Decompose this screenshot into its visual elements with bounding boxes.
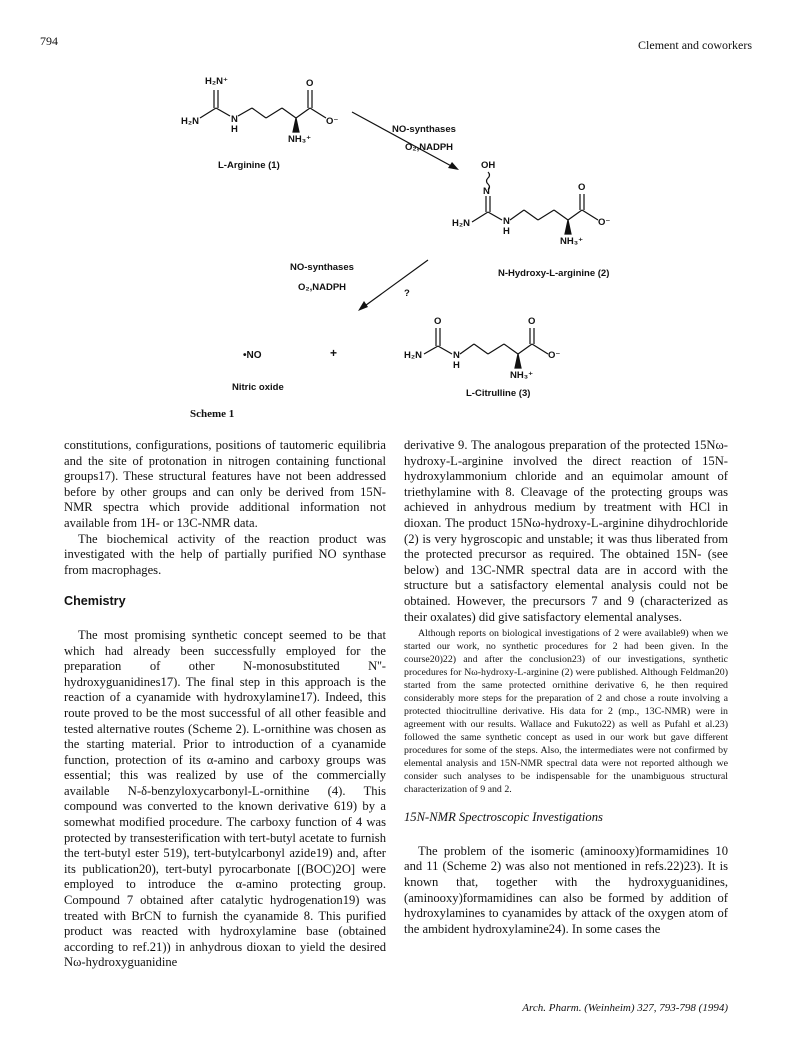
unknown-step-mark: ? [404,288,410,299]
section-heading-chemistry: Chemistry [64,594,126,609]
cofactor-label: O₂,NADPH [405,142,454,153]
citrulline-label: L-Citrulline (3) [466,388,531,399]
right-column [404,438,728,937]
hydroxyarginine-label: N-Hydroxy-L-arginine (2) [498,268,610,279]
footnote-paragraph: Although reports on biological investigations of 2 were available9) when we started our work, no synthetic procedures for 2 had been given. In the course20)22) and after the conclusion23) of our investigations, synthetic procedures for Nω-hydroxy-L-arginine (2) were published. Although Feldman20) started from the same protected ornithine derivative 6, he then required considerably more steps for the preparation of 2 and chose a route involving a protected thiocitrulline derivative. His data for 2 (mp., 13C-NMR) were in agreement with our results. Wallace and Fukuto22) as well as Pufahl et al.23) followed the same synthetic concept as used in our work but gave different procedures for some of the steps. Also, the intermediates were not confirmed by elemental analysis and 15N-NMR spectral data were not reported although we consider such analyses to be indispensable for the unambiguous structural characterization of 9 and 2. [404,628,728,796]
arginine-structure [200,90,326,132]
atom-label: O⁻ [598,217,611,228]
enzyme-label: NO-synthases [392,124,456,135]
atom-label: O [434,316,442,327]
atom-label: N [483,186,490,197]
scheme-1 [0,0,792,430]
atom-label: H [503,226,510,237]
plus-sign: + [330,346,338,360]
atom-label: NH₃⁺ [560,236,584,247]
nitric-oxide-label: Nitric oxide [232,382,284,393]
atom-label: H₂N⁺ [205,76,228,87]
running-title: Clement and coworkers [638,38,752,52]
enzyme-label: NO-synthases [290,262,354,273]
atom-label: H₂N [404,350,422,361]
paragraph: The most promising synthetic concept seemed to be that which had already been successfully employed for the preparation of other N-monosubstituted N''-hydroxyguanidines17). The final step in this approach is the reaction of a cyanamide with hydroxylamine17). Indeed, this route proved to be the most successful of all other feasible and tested alternative routes (Scheme 2). L-ornithine was chosen as the starting material. Prior to introduction of a cyanamide function, protection of its α-amino and carboxy groups was essential; this was realized by use of the commercially available N-δ-benzyloxycarbonyl-L-ornithine (4). This compound was converted to the known derivative 619) by a somewhat modified procedure. The carboxy function of 4 was protected by transesterification with tert-butyl acetate to furnish the tert-butyl ester 519), tert-butylcarbonyl azide19) and, after its publication20), tert-butyl pyrocarbonate [(BOC)2O] were employed to introduce the α-amino protecting group. Compound 7 obtained after catalytic hydrogenation19) was treated with BrCN to furnish the cyanamide 8. This purified product was reacted with hydroxylamine base (obtained according to ref.21)) in anhydrous dioxan to yield the desired Nω-hydroxyguanidine [64,627,386,970]
atom-label: NH₃⁺ [288,134,312,145]
scheme-1-structures [0,0,792,430]
scheme-caption: Scheme 1 [190,408,235,420]
atom-label: N [231,114,238,125]
paragraph: The biochemical activity of the reaction product was investigated with the help of partially purified NO synthase from macrophages. [64,531,386,577]
paragraph: The problem of the isomeric (aminooxy)formamidines 10 and 11 (Scheme 2) was also not mentioned in refs.22)23). It is known that, together with the hydroxyguanidines, (aminooxy)formamidines can also be formed by addition of hydroxylamines to cyanamides by attack of the oxygen atom of the ambident hydroxylamine24). In some cases the [404,843,728,936]
atom-label: O [306,78,314,89]
reaction-arrow-1 [352,112,455,168]
no-radical: •NO [243,350,262,361]
page-number: 794 [40,34,58,48]
atom-label: N [503,216,510,227]
atom-label: H₂N [181,116,199,127]
atom-label: O⁻ [326,116,339,127]
atom-label: H [453,360,460,371]
paragraph: constitutions, configurations, positions of tautomeric equilibria and the site of protonation in nitrogen containing functional groups17). These structural features have not been addressed before by other groups and can only be derived from 15N-NMR spectra which provide additional information not available from 1H- or 13C-NMR data. [64,438,386,530]
atom-label: H₂N [452,218,470,229]
reaction-arrow-2 [362,260,428,308]
citrulline-structure [424,328,548,368]
arginine-label: L-Arginine (1) [218,160,280,171]
atom-label: N [453,350,460,361]
atom-label: O [578,182,586,193]
atom-label: O⁻ [548,350,561,361]
left-column [64,438,386,971]
paragraph: derivative 9. The analogous preparation of the protected 15Nω-hydroxy-L-arginine involved the direct reaction of 15N-hydroxylammonium chloride and an equimolar amount of triethylamine with 8. Cleavage of the protecting groups was achieved in anhydrous medium by treatment with HCl in dioxan. The product 15Nω-hydroxy-L-arginine dihydrochloride (2) is very hygroscopic and unstable; it was thus liberated from the protected precursor as required. The obtained 15N- (see below) and 13C-NMR spectral data are in accord with the structure but a satisfactory elemental analysis could not be obtained. However, the precursors 7 and 9 (characterized as their oxalates) did give satisfactory elemental analyses. [404,438,728,624]
journal-citation: Arch. Pharm. (Weinheim) 327, 793-798 (1994) [522,1002,728,1014]
atom-label: OH [481,160,496,171]
cofactor-label: O₂,NADPH [298,282,347,293]
atom-label: NH₃⁺ [510,370,534,381]
atom-label: H [231,124,238,135]
atom-label: O [528,316,536,327]
section-heading-15n-nmr: 15N-NMR Spectroscopic Investigations [404,810,603,825]
